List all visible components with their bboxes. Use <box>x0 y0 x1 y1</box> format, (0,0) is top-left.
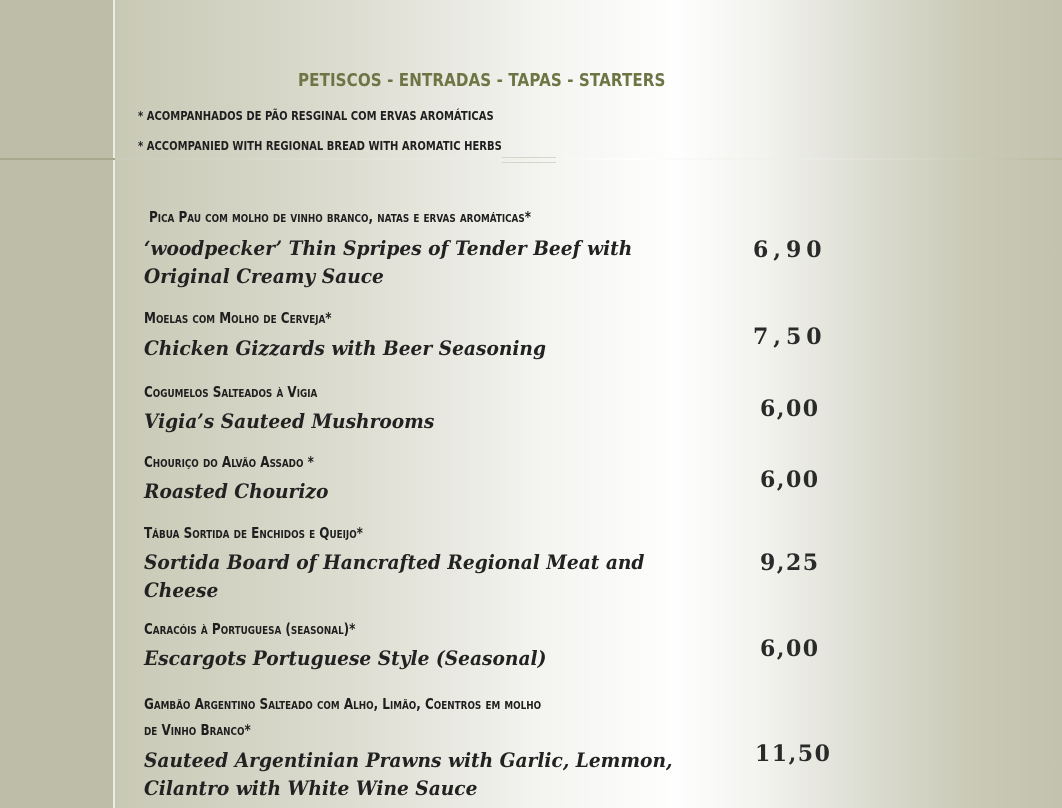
menu-item-caracois-price: 6,00 <box>760 636 820 662</box>
menu-item-cogumelos-en: Vigia’s Sauteed Mushrooms <box>144 409 435 433</box>
menu-item-tabua-pt: Tábua Sortida de Enchidos e Queijo* <box>144 524 363 542</box>
menu-item-tabua-price: 9,25 <box>760 550 820 576</box>
menu-item-moelas-price: 7,50 <box>753 324 827 350</box>
menu-item-pica-pau-en: ‘woodpecker’ Thin Spripes of Tender Beef with Original Creamy Sauce <box>144 236 633 288</box>
menu-item-moelas-pt: Moelas com Molho de Cerveja* <box>144 309 332 327</box>
menu-item-pica-pau-pt: Pica Pau com molho de vinho branco, natas e ervas aromáticas* <box>149 208 531 226</box>
bread-note-en: * ACCOMPANIED WITH REGIONAL BREAD WITH AROMATIC HERBS <box>138 138 502 153</box>
menu-item-gambao-en: Sauteed Argentinian Prawns with Garlic, Lemmon, Cilantro with White Wine Sauce <box>144 748 673 800</box>
menu-item-cogumelos-pt: Cogumelos Salteados à Vigia <box>144 383 318 401</box>
menu-item-cogumelos-price: 6,00 <box>760 396 820 422</box>
menu-item-gambao-price: 11,50 <box>755 741 832 767</box>
menu-item-tabua-en: Sortida Board of Hancrafted Regional Meat and Cheese <box>144 550 645 602</box>
menu-item-caracois-pt: Caracóis à Portuguesa (seasonal)* <box>144 620 356 638</box>
menu-item-pica-pau-price: 6,90 <box>753 237 827 263</box>
menu-item-chourico-price: 6,00 <box>760 467 820 493</box>
menu-item-moelas-en: Chicken Gizzards with Beer Seasoning <box>144 336 546 360</box>
left-border-band <box>0 0 113 808</box>
bread-note-pt: * ACOMPANHADOS DE PÃO RESGINAL COM ERVAS AROMÁTICAS <box>138 108 494 123</box>
divider-ornament <box>502 157 556 163</box>
menu-item-chourico-en: Roasted Chourizo <box>144 479 329 503</box>
menu-item-caracois-en: Escargots Portuguese Style (Seasonal) <box>144 646 547 670</box>
section-heading: PETISCOS - ENTRADAS - TAPAS - STARTERS <box>298 70 666 91</box>
menu-item-chourico-pt: Chouriço do Alvão Assado * <box>144 453 314 471</box>
menu-item-gambao-pt-line2: de Vinho Branco* <box>144 721 251 739</box>
menu-item-gambao-pt-line1: Gambão Argentino Salteado com Alho, Limão, Coentros em molho <box>144 695 542 713</box>
